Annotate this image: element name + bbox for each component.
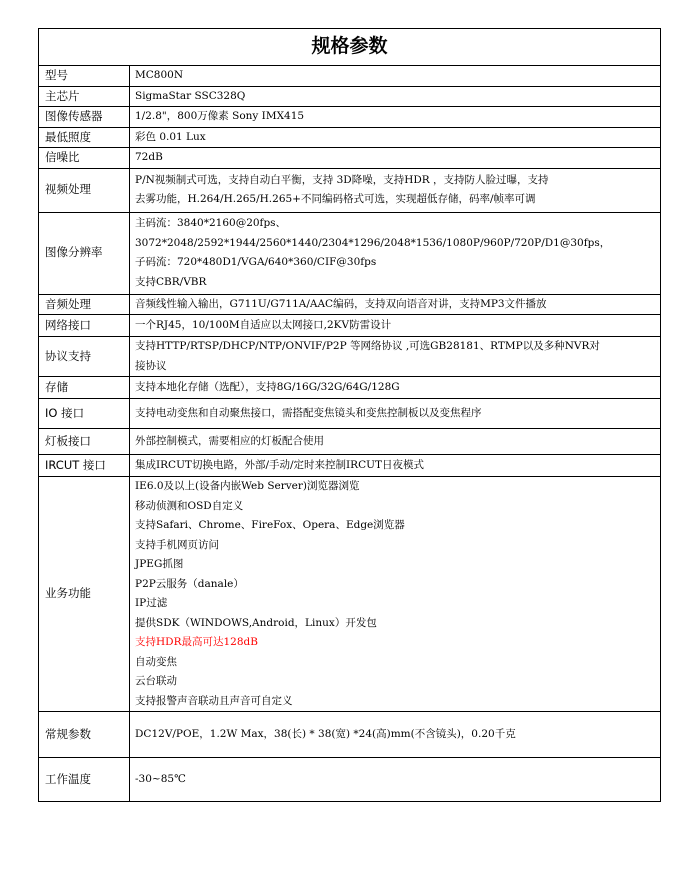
spec-value bbox=[130, 148, 661, 169]
spec-value-line: 自动变焦 bbox=[135, 655, 177, 668]
spec-row bbox=[39, 712, 661, 758]
spec-value-line: -30~85℃ bbox=[135, 772, 186, 785]
spec-value-line: IE6.0及以上(设备内嵌Web Server)浏览器浏览 bbox=[135, 480, 360, 492]
spec-row bbox=[39, 66, 661, 87]
spec-label: 型号 bbox=[39, 66, 130, 87]
spec-label: 图像传感器 bbox=[39, 107, 130, 128]
spec-row bbox=[39, 86, 661, 107]
spec-value-line: IP过滤 bbox=[135, 597, 168, 609]
spec-row bbox=[39, 127, 661, 148]
spec-value bbox=[130, 758, 661, 802]
spec-value bbox=[130, 86, 661, 107]
spec-value-line: 支持电动变焦和自动聚焦接口，需搭配变焦镜头和变焦控制板以及变焦程序 bbox=[135, 406, 482, 419]
spec-value-line: 支持HDR最高可达128dB bbox=[135, 636, 258, 648]
spec-label: 图像分辨率 bbox=[39, 212, 130, 294]
spec-value bbox=[130, 337, 661, 377]
spec-table bbox=[38, 28, 661, 802]
spec-value-line: 云台联动 bbox=[135, 675, 177, 687]
spec-value bbox=[130, 66, 661, 87]
table-title: 规格参数 bbox=[39, 29, 661, 66]
spec-value-line: 1/2.8"，800万像素 Sony IMX415 bbox=[135, 110, 305, 122]
spec-value bbox=[130, 455, 661, 477]
spec-value-line: 支持手机网页访问 bbox=[135, 538, 219, 551]
spec-value-line: 支持CBR/VBR bbox=[135, 275, 207, 288]
spec-row bbox=[39, 399, 661, 429]
spec-value-line: 一个RJ45，10/100M自适应以太网接口,2KV防雷设计 bbox=[135, 318, 392, 331]
spec-row bbox=[39, 212, 661, 294]
spec-value bbox=[130, 212, 661, 294]
spec-row bbox=[39, 315, 661, 337]
spec-value-line: 支持Safari、Chrome、FireFox、Opera、Edge浏览器 bbox=[135, 519, 405, 531]
spec-value-line: SigmaStar SSC328Q bbox=[135, 89, 246, 102]
spec-value-line: 支持HTTP/RTSP/DHCP/NTP/ONVIF/P2P 等网络协议 ,可选GB28181、RTMP以及多种NVR对 bbox=[135, 340, 600, 352]
spec-row bbox=[39, 168, 661, 212]
spec-value bbox=[130, 399, 661, 429]
spec-label: 视频处理 bbox=[39, 168, 130, 212]
spec-value-line: JPEG抓图 bbox=[135, 558, 184, 570]
spec-value-line: P/N视频制式可选，支持自动白平衡，支持 3D降噪，支持HDR ，支持防人脸过曝，支持 bbox=[135, 173, 549, 186]
spec-label: 最低照度 bbox=[39, 127, 130, 148]
spec-label: IO 接口 bbox=[39, 399, 130, 429]
spec-label: IRCUT 接口 bbox=[39, 455, 130, 477]
spec-label: 存储 bbox=[39, 377, 130, 399]
spec-table-body bbox=[39, 29, 661, 802]
spec-row bbox=[39, 455, 661, 477]
title-row bbox=[39, 29, 661, 66]
spec-row bbox=[39, 107, 661, 128]
spec-value-line: 主码流：3840*2160@20fps、 bbox=[135, 217, 287, 229]
spec-value-line: 集成IRCUT切换电路，外部/手动/定时来控制IRCUT日夜模式 bbox=[135, 458, 424, 471]
spec-value bbox=[130, 477, 661, 712]
spec-row bbox=[39, 377, 661, 399]
spec-label: 主芯片 bbox=[39, 86, 130, 107]
spec-row bbox=[39, 337, 661, 377]
spec-value-line: 3072*2048/2592*1944/2560*1440/2304*1296/2048*1536/1080P/960P/720P/D1@30fps， bbox=[135, 236, 611, 249]
spec-value-line: 支持报警声音联动且声音可自定义 bbox=[135, 694, 293, 707]
spec-row bbox=[39, 477, 661, 712]
spec-value-line: 去雾功能，H.264/H.265/H.265+不同编码格式可选，实现超低存储，码率/帧率可调 bbox=[135, 193, 536, 205]
spec-row bbox=[39, 148, 661, 169]
spec-label: 网络接口 bbox=[39, 315, 130, 337]
spec-value-line: DC12V/POE，1.2W Max，38(长) * 38(宽) *24(高)mm(不含镜头)，0.20千克 bbox=[135, 727, 516, 740]
spec-value-line: MC800N bbox=[135, 69, 184, 81]
spec-value bbox=[130, 107, 661, 128]
spec-value bbox=[130, 429, 661, 455]
spec-label: 常规参数 bbox=[39, 712, 130, 758]
spec-value-line: 接协议 bbox=[135, 359, 167, 372]
spec-value-line: 提供SDK（WINDOWS,Android，Linux）开发包 bbox=[135, 616, 377, 629]
spec-value bbox=[130, 315, 661, 337]
spec-value-line: 彩色 0.01 Lux bbox=[135, 130, 206, 143]
spec-value-line: 72dB bbox=[135, 151, 163, 163]
spec-value bbox=[130, 377, 661, 399]
spec-label: 灯板接口 bbox=[39, 429, 130, 455]
spec-value-line: 音频线性输入输出，G711U/G711A/AAC编码，支持双向语音对讲，支持MP3文件播放 bbox=[135, 297, 547, 310]
spec-label: 业务功能 bbox=[39, 477, 130, 712]
spec-value-line: 子码流：720*480D1/VGA/640*360/CIF@30fps bbox=[135, 256, 377, 268]
spec-value-line: P2P云服务（danale） bbox=[135, 577, 244, 590]
spec-value bbox=[130, 127, 661, 148]
spec-label: 音频处理 bbox=[39, 294, 130, 315]
spec-value-line: 外部控制模式，需要相应的灯板配合使用 bbox=[135, 434, 324, 447]
spec-value bbox=[130, 294, 661, 315]
spec-value bbox=[130, 712, 661, 758]
spec-row bbox=[39, 294, 661, 315]
spec-value bbox=[130, 168, 661, 212]
spec-value-line: 移动侦测和OSD自定义 bbox=[135, 499, 244, 512]
spec-row bbox=[39, 758, 661, 802]
spec-label: 工作温度 bbox=[39, 758, 130, 802]
spec-row bbox=[39, 429, 661, 455]
spec-value-line: 支持本地化存储（选配），支持8G/16G/32G/64G/128G bbox=[135, 380, 400, 393]
spec-label: 协议支持 bbox=[39, 337, 130, 377]
spec-label: 信噪比 bbox=[39, 148, 130, 169]
